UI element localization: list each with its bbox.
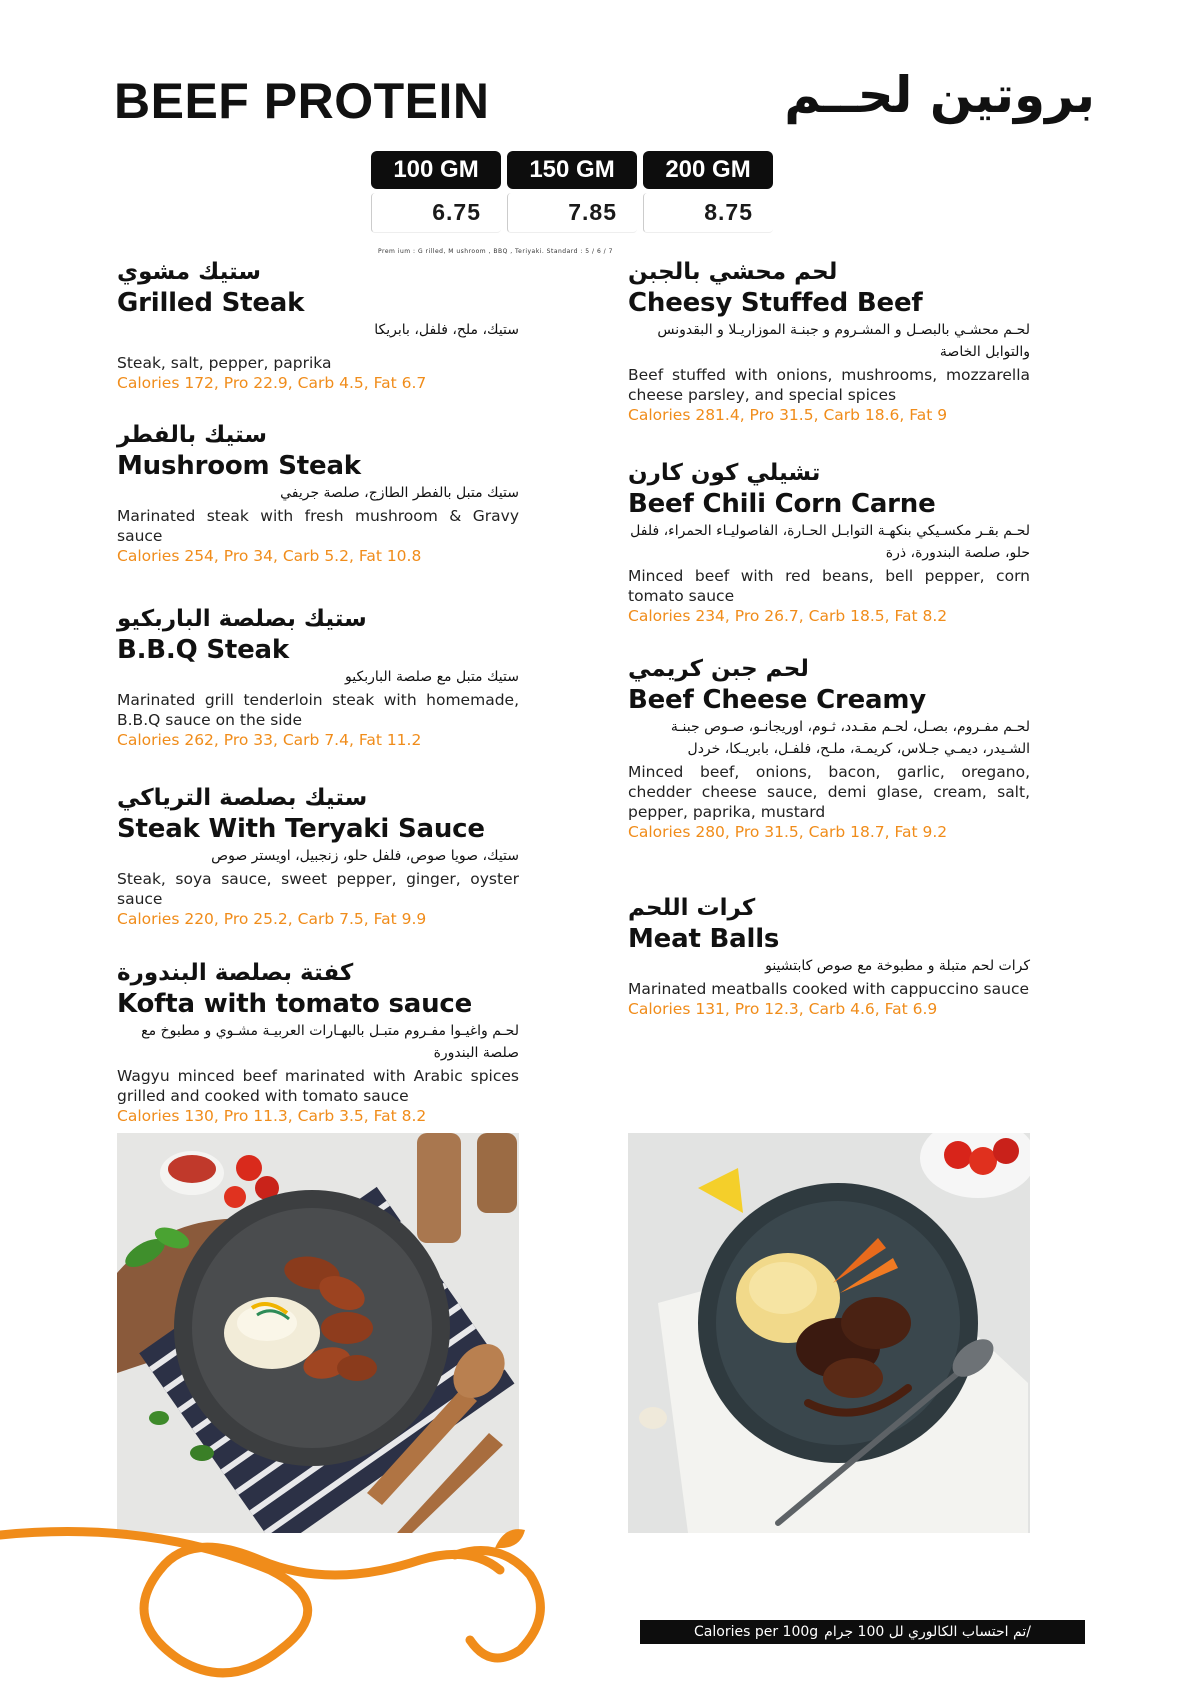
item-desc-en: Minced beef with red beans, bell pepper, corn tomato sauce	[628, 567, 1030, 605]
item-name-ar: ستيك بصلصة الترياكي	[117, 785, 368, 811]
item-calories: Calories 220, Pro 25.2, Carb 7.5, Fat 9.9	[117, 910, 427, 928]
item-name-en: B.B.Q Steak	[117, 635, 289, 665]
item-name-en: Mushroom Steak	[117, 451, 361, 481]
item-name-en: Cheesy Stuffed Beef	[628, 288, 923, 318]
item-calories: Calories 234, Pro 26.7, Carb 18.5, Fat 8.2	[628, 607, 948, 625]
item-name-en: Beef Chili Corn Carne	[628, 489, 936, 519]
item-desc-en: Marinated grill tenderloin steak with homemade, B.B.Q sauce on the side	[117, 691, 519, 729]
item-name-ar: لحم جبن كريمي	[628, 656, 809, 682]
item-name-ar: ستيك بصلصة الباربكيو	[117, 606, 367, 632]
item-name-ar: ستيك بالفطر	[117, 422, 267, 448]
menu-item-mushroom-steak	[117, 420, 519, 566]
price-150: 7.85	[507, 193, 637, 233]
menu-item-beef-cheese-creamy	[628, 654, 1030, 842]
item-desc-ar: ستيك، ملح، فلفل، بابريكا	[374, 322, 519, 338]
item-name-en: Steak With Teryaki Sauce	[117, 814, 485, 844]
item-calories: Calories 130, Pro 11.3, Carb 3.5, Fat 8.2	[117, 1107, 427, 1125]
calories-note-bar	[640, 1620, 1085, 1644]
item-calories: Calories 281.4, Pro 31.5, Carb 18.6, Fat 9	[628, 406, 948, 424]
item-name-ar: كفتة بصلصة البندورة	[117, 960, 354, 986]
size-label-100: 100 GM	[371, 151, 501, 189]
item-desc-ar: ستيك متبل مع صلصة الباربكيو	[345, 669, 519, 685]
menu-item-cheesy-stuffed-beef	[628, 257, 1030, 425]
item-name-ar: ستيك مشوي	[117, 259, 261, 285]
meatballs-photo	[628, 1133, 1030, 1533]
item-desc-ar: لحـم بقـر مكسـيكي بنكهـة التوابـل الحـارة، الفاصوليـاء الحمراء، فلفل حلو، صلصة البندورة، ذرة	[630, 523, 1030, 561]
calories-note-en: Calories per 100g	[694, 1624, 819, 1640]
item-name-en: Meat Balls	[628, 924, 780, 954]
item-desc-ar: لحـم واغيـوا مفـروم متبـل بالبهـارات العربيـة مشـوي و مطبوخ مع صلصة البندورة	[141, 1023, 519, 1061]
menu-item-teryaki-steak	[117, 783, 519, 929]
item-desc-en: Marinated steak with fresh mushroom & Gravy sauce	[117, 507, 519, 545]
price-200: 8.75	[643, 193, 773, 233]
menu-item-bbq-steak	[117, 604, 519, 750]
item-calories: Calories 254, Pro 34, Carb 5.2, Fat 10.8	[117, 547, 422, 565]
item-desc-ar: ستيك، صويا صوص، فلفل حلو، زنجبيل، اويستر صوص	[211, 848, 519, 864]
item-name-ar: تشيلي كون كارن	[628, 460, 821, 486]
item-name-en: Grilled Steak	[117, 288, 305, 318]
item-desc-ar: لحـم محشـي بالبصـل و المشـروم و جبنـة الموزاريـلا و البقدونس والتوابل الخاصة	[657, 322, 1030, 360]
item-desc-ar: ستيك متبل بالفطر الطازج، صلصة جريفي	[280, 485, 519, 501]
item-desc-en: Minced beef, onions, bacon, garlic, oregano, chedder cheese sauce, demi glase, cream, salt, pepper, paprika, mustard	[628, 763, 1030, 821]
item-calories: Calories 172, Pro 22.9, Carb 4.5, Fat 6.7	[117, 374, 427, 392]
price-table	[371, 151, 776, 233]
menu-item-kofta	[117, 958, 519, 1126]
item-desc-en: Steak, salt, pepper, paprika	[117, 354, 332, 372]
page-title-ar: بروتين لحــم	[784, 66, 1095, 124]
menu-item-grilled-steak	[117, 257, 519, 393]
size-label-150: 150 GM	[507, 151, 637, 189]
menu-item-chili-corn-carne	[628, 458, 1030, 626]
item-calories: Calories 280, Pro 31.5, Carb 18.7, Fat 9.2	[628, 823, 948, 841]
item-desc-en: Steak, soya sauce, sweet pepper, ginger, oyster sauce	[117, 870, 519, 908]
leaf-icon	[495, 1529, 525, 1548]
item-desc-en: Wagyu minced beef marinated with Arabic spices grilled and cooked with tomato sauce	[117, 1067, 519, 1105]
item-name-ar: لحم محشي بالجبن	[628, 259, 838, 285]
decorative-swirl	[0, 1500, 560, 1700]
calories-note-ar: تم احتساب الكالوري لل 100 جرام/	[824, 1624, 1031, 1640]
size-label-200: 200 GM	[643, 151, 773, 189]
item-name-en: Beef Cheese Creamy	[628, 685, 926, 715]
price-note: Prem ium : G rilled, M ushroom , BBQ , Teriyaki. Standard : 5 / 6 / 7	[378, 248, 613, 255]
item-desc-en: Marinated meatballs cooked with cappuccino sauce	[628, 980, 1030, 998]
item-calories: Calories 131, Pro 12.3, Carb 4.6, Fat 6.9	[628, 1000, 938, 1018]
item-desc-ar: كرات لحم متبلة و مطبوخة مع صوص كابتشينو	[765, 958, 1030, 974]
item-desc-ar: لحـم مفـروم، بصـل، لحـم مقـدد، ثـوم، اوريجانـو، صـوص جبنـة الشـيدر، ديمـي جـلاس، كريمـة، ملـح، فلفـل، بابريـكا، خردل	[670, 719, 1030, 757]
item-calories: Calories 262, Pro 33, Carb 7.4, Fat 11.2	[117, 731, 422, 749]
price-100: 6.75	[371, 193, 501, 233]
item-name-en: Kofta with tomato sauce	[117, 989, 473, 1019]
menu-item-meat-balls	[628, 893, 1030, 1019]
item-desc-en: Beef stuffed with onions, mushrooms, mozzarella cheese parsley, and special spices	[628, 366, 1030, 404]
item-name-ar: كرات اللحم	[628, 895, 756, 921]
kofta-photo	[117, 1133, 519, 1533]
page-title-en: BEEF PROTEIN	[114, 73, 490, 129]
